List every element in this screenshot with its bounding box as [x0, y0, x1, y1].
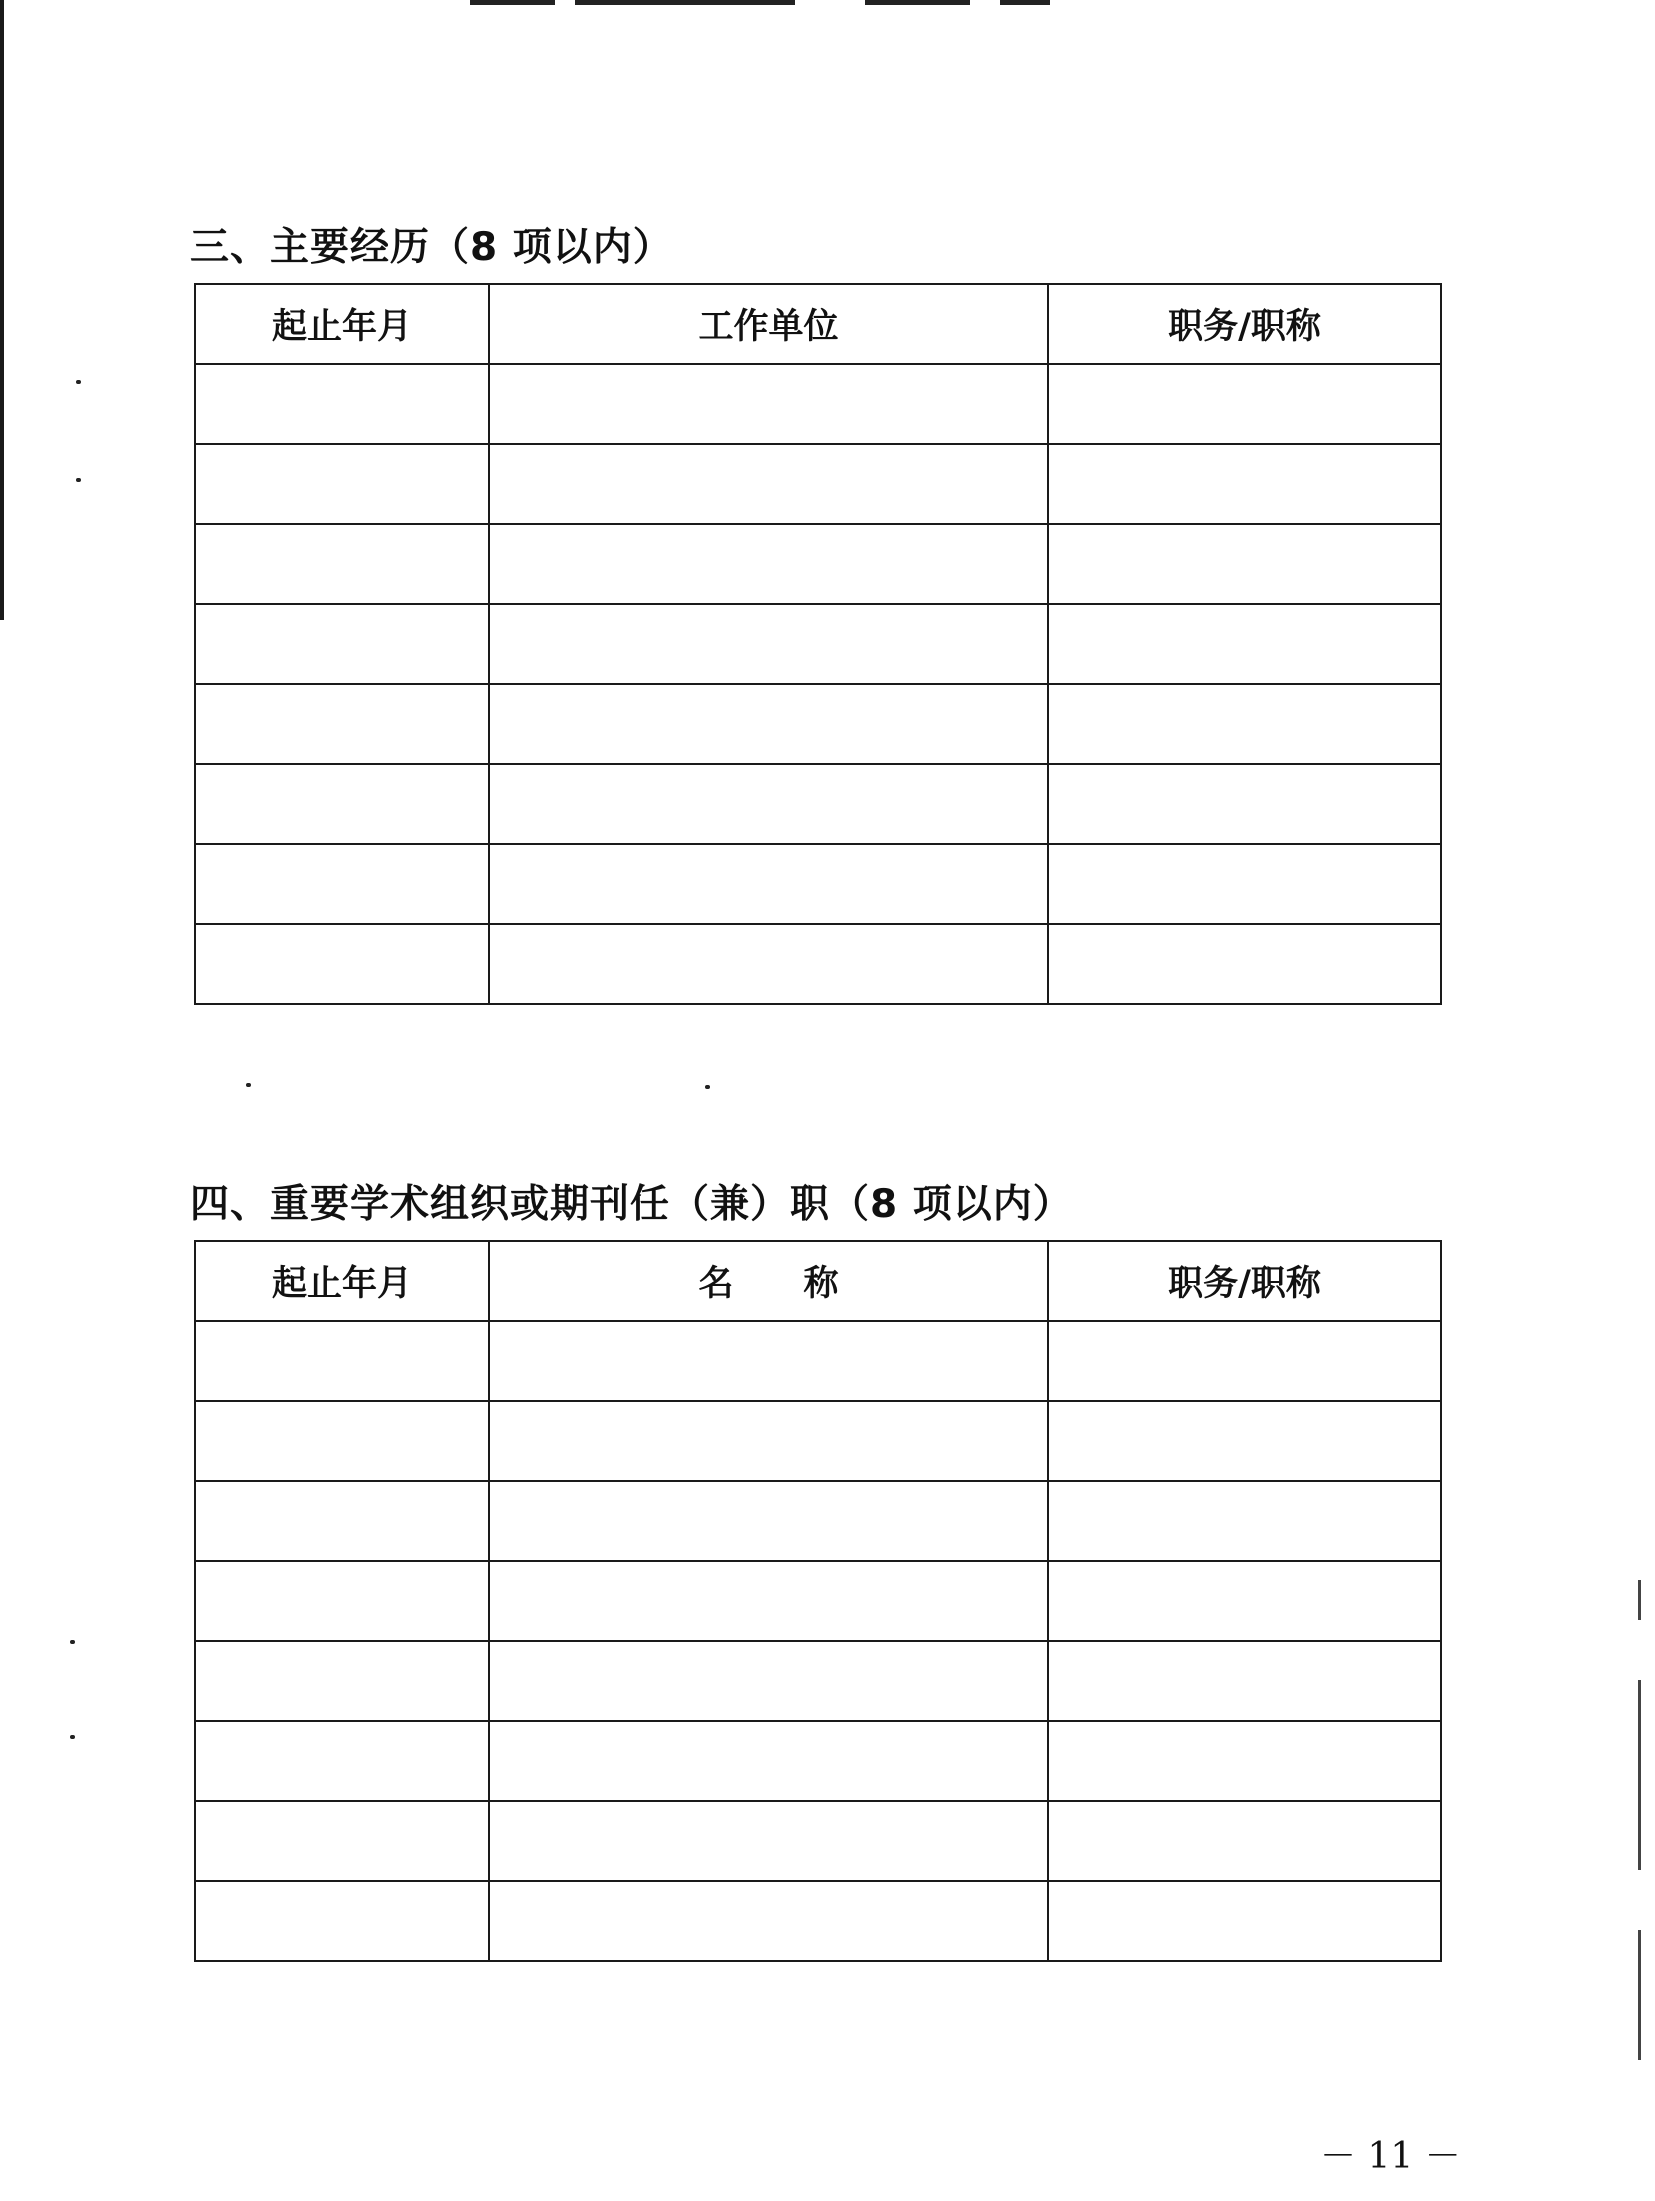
cell-name[interactable] — [489, 1641, 1048, 1721]
cell-period[interactable] — [195, 1481, 489, 1561]
cell-position[interactable] — [1048, 1881, 1441, 1961]
cell-period[interactable] — [195, 1721, 489, 1801]
scan-edge-mark — [1638, 1930, 1641, 2060]
scan-top-mark — [1000, 0, 1050, 5]
column-header-employer: 工作单位 — [489, 284, 1048, 364]
cell-position[interactable] — [1048, 1641, 1441, 1721]
table-row — [195, 764, 1441, 844]
cell-position[interactable] — [1048, 364, 1441, 444]
scan-speck — [70, 1735, 75, 1739]
cell-employer[interactable] — [489, 364, 1048, 444]
scan-speck — [76, 380, 81, 384]
cell-name[interactable] — [489, 1321, 1048, 1401]
table-row — [195, 924, 1441, 1004]
cell-employer[interactable] — [489, 684, 1048, 764]
table-header-row — [195, 1241, 1441, 1321]
scan-speck — [246, 1083, 251, 1087]
table-row — [195, 604, 1441, 684]
column-header-name: 名 称 — [489, 1241, 1048, 1321]
cell-employer[interactable] — [489, 764, 1048, 844]
cell-name[interactable] — [489, 1721, 1048, 1801]
table-row — [195, 844, 1441, 924]
table-row — [195, 1321, 1441, 1401]
cell-period[interactable] — [195, 1801, 489, 1881]
cell-position[interactable] — [1048, 1481, 1441, 1561]
scan-edge-mark — [1638, 1680, 1641, 1870]
scan-speck — [76, 478, 81, 482]
cell-employer[interactable] — [489, 924, 1048, 1004]
table-row — [195, 1801, 1441, 1881]
cell-period[interactable] — [195, 1561, 489, 1641]
cell-period[interactable] — [195, 1401, 489, 1481]
cell-position[interactable] — [1048, 924, 1441, 1004]
cell-position[interactable] — [1048, 1721, 1441, 1801]
scan-top-mark — [575, 0, 795, 5]
cell-employer[interactable] — [489, 844, 1048, 924]
cell-period[interactable] — [195, 764, 489, 844]
cell-position[interactable] — [1048, 444, 1441, 524]
cell-name[interactable] — [489, 1801, 1048, 1881]
cell-employer[interactable] — [489, 604, 1048, 684]
cell-position[interactable] — [1048, 1401, 1441, 1481]
cell-position[interactable] — [1048, 524, 1441, 604]
page-number: － 11 － — [1320, 2136, 1461, 2177]
column-header-position: 职务/职称 — [1048, 1241, 1441, 1321]
section-heading-experience: 三、主要经历（8 项以内） — [190, 225, 673, 270]
table-row — [195, 524, 1441, 604]
column-header-period: 起止年月 — [195, 1241, 489, 1321]
table-row — [195, 1401, 1441, 1481]
scan-top-mark — [865, 0, 970, 5]
table-header-row — [195, 284, 1441, 364]
table-row — [195, 444, 1441, 524]
cell-period[interactable] — [195, 844, 489, 924]
table-row — [195, 684, 1441, 764]
table-row — [195, 364, 1441, 444]
academic-roles-table — [194, 1240, 1442, 1962]
table-row — [195, 1721, 1441, 1801]
cell-period[interactable] — [195, 444, 489, 524]
cell-position[interactable] — [1048, 844, 1441, 924]
scan-top-mark — [470, 0, 555, 5]
cell-period[interactable] — [195, 1881, 489, 1961]
cell-name[interactable] — [489, 1561, 1048, 1641]
scan-speck — [70, 1640, 75, 1644]
cell-period[interactable] — [195, 924, 489, 1004]
cell-position[interactable] — [1048, 1801, 1441, 1881]
cell-period[interactable] — [195, 604, 489, 684]
cell-position[interactable] — [1048, 1321, 1441, 1401]
cell-name[interactable] — [489, 1401, 1048, 1481]
table-row — [195, 1561, 1441, 1641]
cell-position[interactable] — [1048, 684, 1441, 764]
experience-table — [194, 283, 1442, 1005]
scan-speck — [705, 1085, 710, 1089]
scan-edge-mark — [0, 0, 4, 620]
cell-period[interactable] — [195, 524, 489, 604]
cell-position[interactable] — [1048, 1561, 1441, 1641]
table-row — [195, 1641, 1441, 1721]
cell-employer[interactable] — [489, 444, 1048, 524]
cell-position[interactable] — [1048, 764, 1441, 844]
cell-period[interactable] — [195, 364, 489, 444]
cell-period[interactable] — [195, 684, 489, 764]
cell-name[interactable] — [489, 1881, 1048, 1961]
cell-employer[interactable] — [489, 524, 1048, 604]
cell-period[interactable] — [195, 1641, 489, 1721]
column-header-period: 起止年月 — [195, 284, 489, 364]
column-header-position: 职务/职称 — [1048, 284, 1441, 364]
table-row — [195, 1481, 1441, 1561]
cell-position[interactable] — [1048, 604, 1441, 684]
cell-name[interactable] — [489, 1481, 1048, 1561]
section-heading-academic-roles: 四、重要学术组织或期刊任（兼）职（8 项以内） — [190, 1182, 1073, 1227]
cell-period[interactable] — [195, 1321, 489, 1401]
table-row — [195, 1881, 1441, 1961]
scan-edge-mark — [1638, 1580, 1641, 1620]
